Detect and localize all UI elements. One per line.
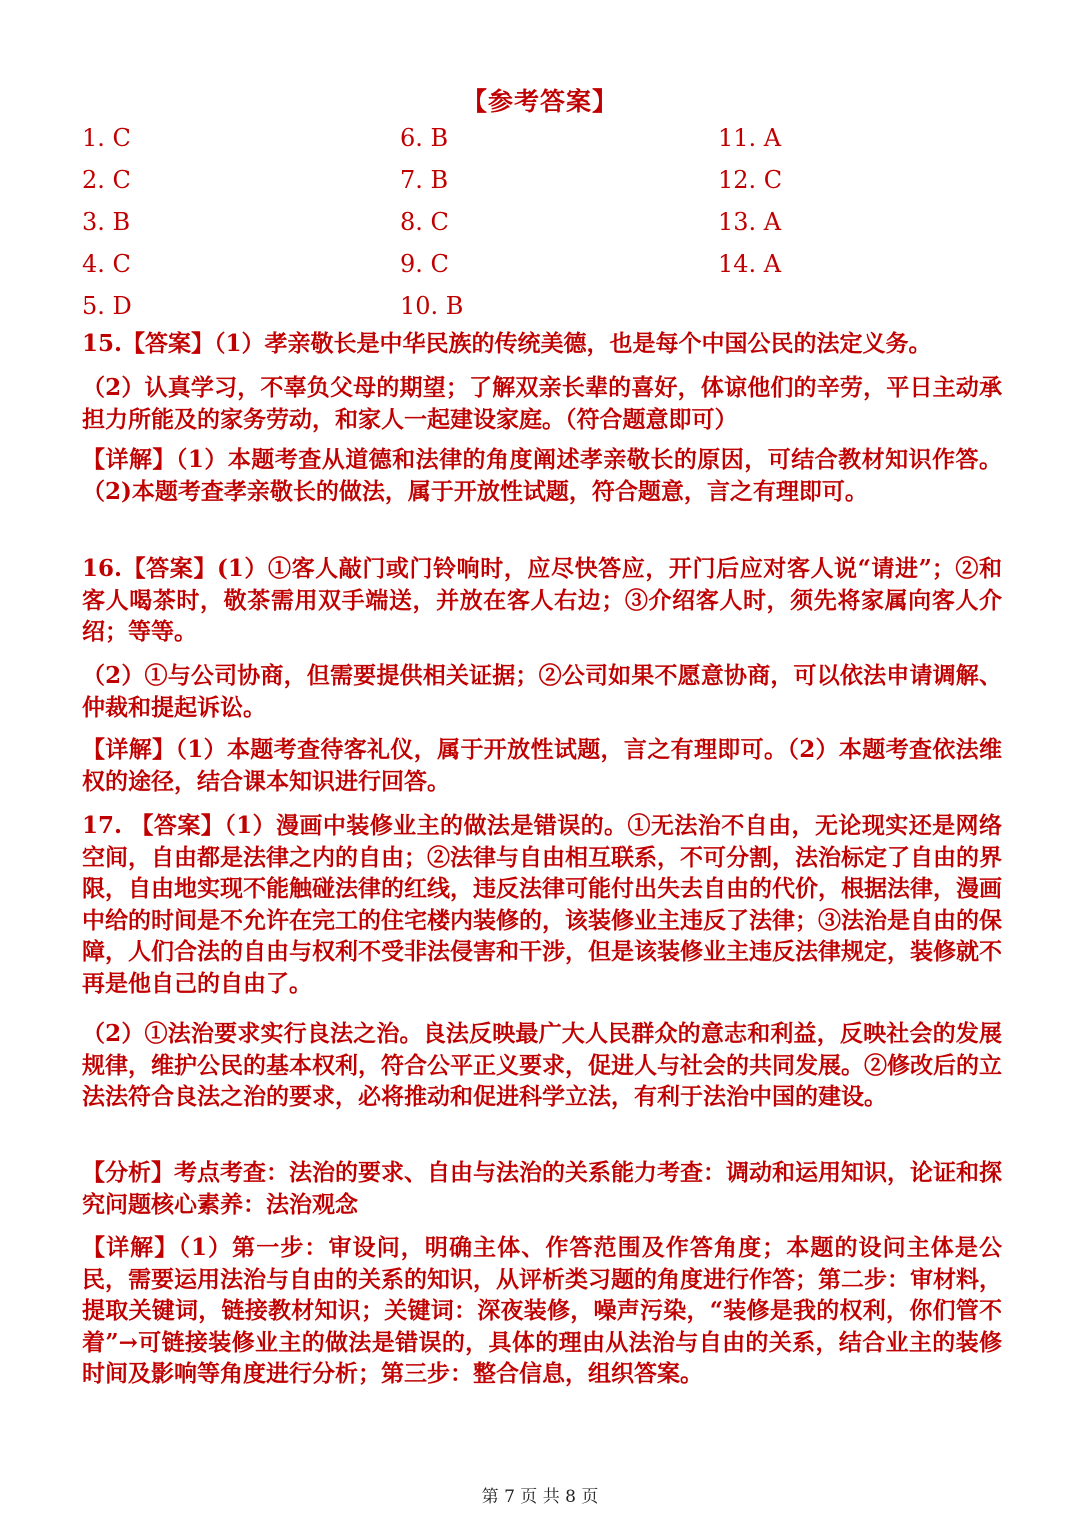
q17-analysis: 【分析】考点考查：法治的要求、自由与法治的关系能力考查：调动和运用知识，论证和探究问题核心素养：法治观念 <box>82 1159 1002 1218</box>
mc-answer: 11. A <box>718 124 782 152</box>
q17-answer-1: 17. 【答案】（1）漫画中装修业主的做法是错误的。①无法治不自由，无论现实还是网络空间，自由都是法律之内的自由；②法律与自由相互联系，不可分割，法治标定了自由的界限，自由地实现不能触碰法律的红线，违反法律可能付出失去自由的代价，根据法律，漫画中给的时间是不允许在完工的住宅楼内装修的，该装修业主违反了法律；③法治是自由的保障，人们合法的自由与权利不受非法侵害和干涉，但是该装修业主违反法律规定，装修就不再是他自己的自由了。 <box>82 812 1002 997</box>
mc-answer: 2. C <box>82 166 131 194</box>
multiple-choice-answers <box>82 124 1002 334</box>
mc-answer: 10. B <box>400 292 464 320</box>
q16-detail: 【详解】（1）本题考查待客礼仪，属于开放性试题，言之有理即可。（2）本题考查依法维权的途径，结合课本知识进行回答。 <box>82 736 1002 795</box>
mc-answer: 9. C <box>400 250 449 278</box>
page-title: 【参考答案】 <box>461 87 618 116</box>
mc-row <box>82 250 1002 292</box>
mc-answer: 4. C <box>82 250 131 278</box>
mc-row <box>82 208 1002 250</box>
q16-answer-2: （2）①与公司协商，但需要提供相关证据；②公司如果不愿意协商，可以依法申请调解、仲裁和提起诉讼。 <box>82 662 1002 721</box>
q17-detail: 【详解】（1）第一步：审设问，明确主体、作答范围及作答角度；本题的设问主体是公民，需要运用法治与自由的关系的知识，从评析类习题的角度进行作答；第二步：审材料，提取关键词，链接教材知识；关键词：深夜装修，噪声污染，“装修是我的权利，你们管不着”→可链接装修业主的做法是错误的，具体的理由从法治与自由的关系，结合业主的装修时间及影响等角度进行分析；第三步：整合信息，组织答案。 <box>82 1234 1002 1387</box>
mc-answer: 14. A <box>718 250 782 278</box>
mc-row <box>82 166 1002 208</box>
mc-answer: 3. B <box>82 208 131 236</box>
mc-answer: 8. C <box>400 208 449 236</box>
mc-answer: 13. A <box>718 208 782 236</box>
mc-answer: 5. D <box>82 292 132 320</box>
mc-answer: 12. C <box>718 166 783 194</box>
mc-row <box>82 124 1002 166</box>
q17-answer-2: （2）①法治要求实行良法之治。良法反映最广大人民群众的意志和利益，反映社会的发展规律，维护公民的基本权利，符合公平正义要求，促进人与社会的共同发展。②修改后的立法法符合良法之治的要求，必将推动和促进科学立法，有利于法治中国的建设。 <box>82 1020 1002 1110</box>
page-number: 第 7 页 共 8 页 <box>481 1487 599 1507</box>
q16-answer-1: 16.【答案】(1）①客人敲门或门铃响时，应尽快答应，开门后应对客人说“请进”；②和客人喝茶时，敬茶需用双手端送，并放在客人右边；③介绍客人时，须先将家属向客人介绍；等等。 <box>82 555 1002 645</box>
q15-answer-1: 15.【答案】（1）孝亲敬长是中华民族的传统美德，也是每个中国公民的法定义务。 <box>82 330 932 357</box>
q15-detail: 【详解】（1）本题考查从道德和法律的角度阐述孝亲敬长的原因，可结合教材知识作答。（2)本题考查孝亲敬长的做法，属于开放性试题，符合题意，言之有理即可。 <box>82 446 1002 505</box>
mc-answer: 1. C <box>82 124 131 152</box>
mc-answer: 6. B <box>400 124 449 152</box>
q15-answer-2: （2）认真学习，不辜负父母的期望；了解双亲长辈的喜好，体谅他们的辛劳，平日主动承担力所能及的家务劳动，和家人一起建设家庭。（符合题意即可） <box>82 374 1002 433</box>
mc-answer: 7. B <box>400 166 449 194</box>
